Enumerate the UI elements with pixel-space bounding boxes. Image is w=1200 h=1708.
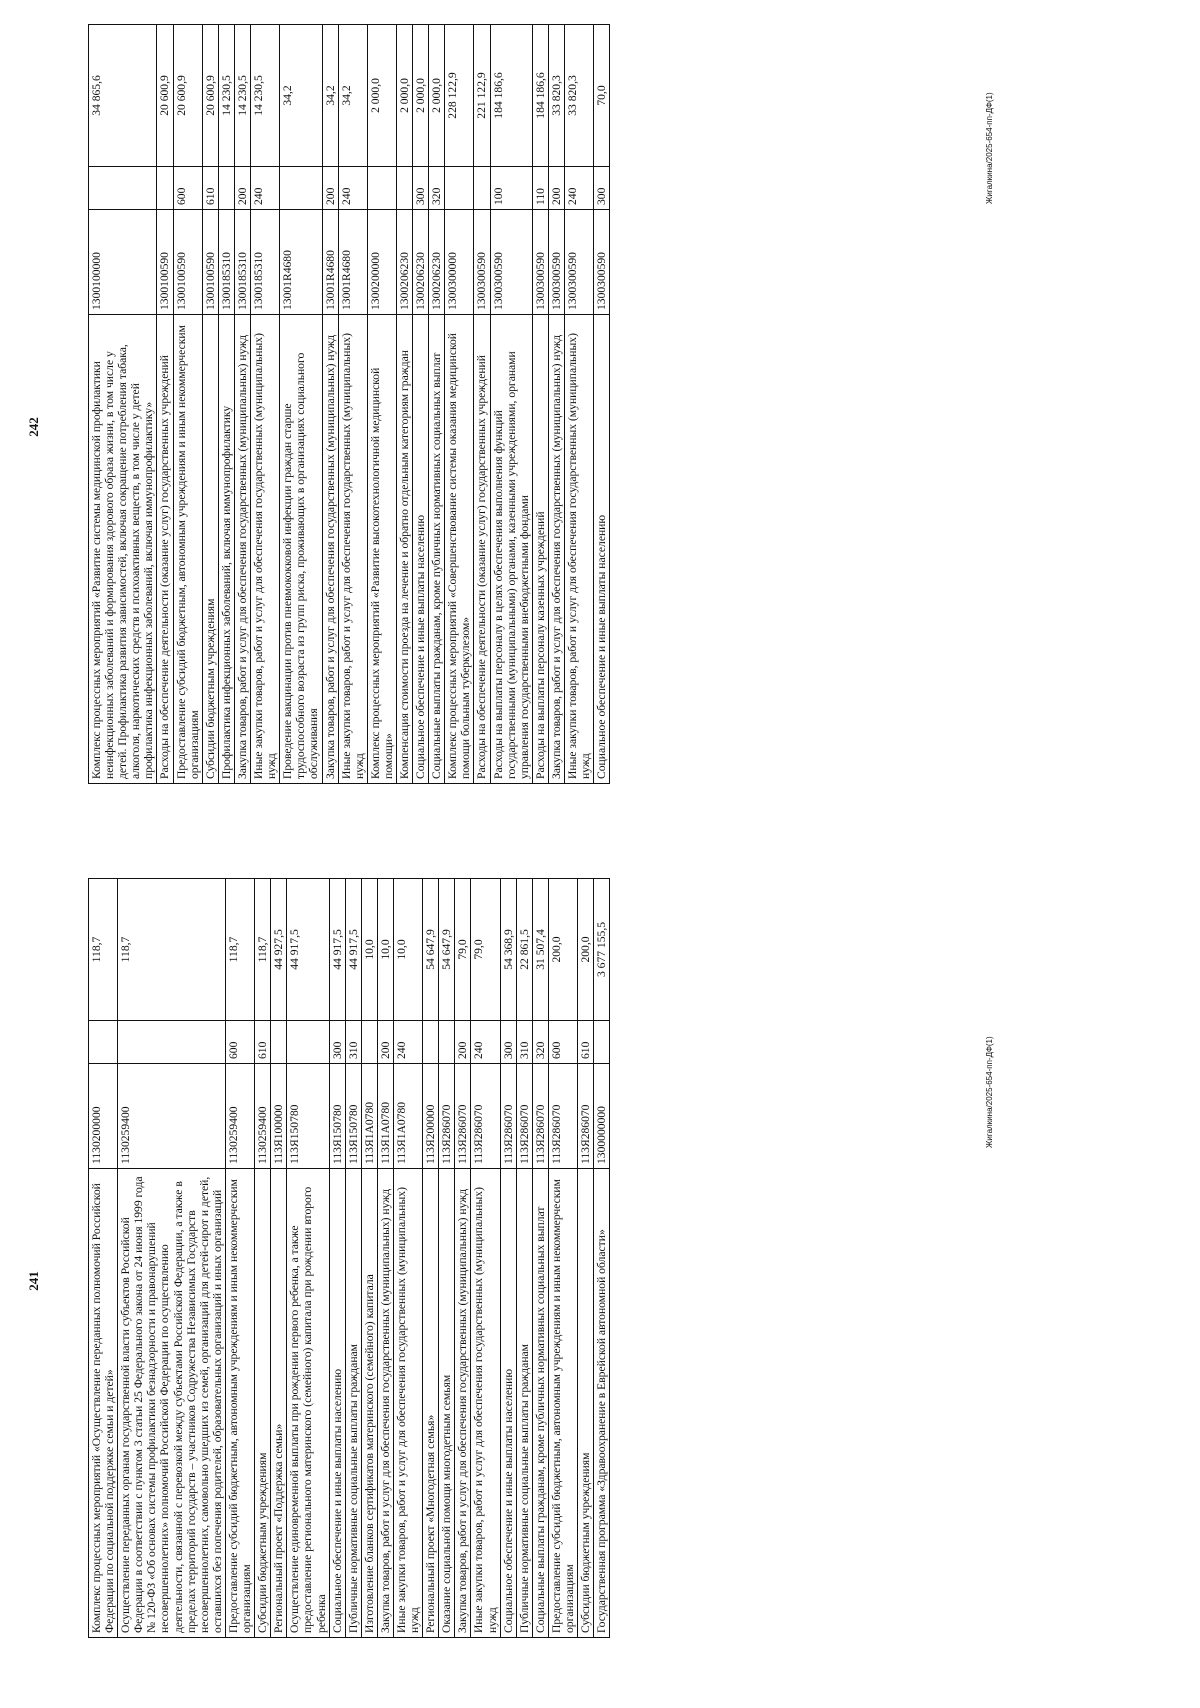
table-row	[565, 25, 594, 784]
target-code: 1300206230	[413, 210, 429, 315]
row-amount: 54 368,9	[500, 879, 516, 1021]
table-row	[89, 25, 157, 784]
table-row	[474, 25, 490, 784]
row-amount: 44 917,5	[287, 879, 329, 1021]
table-row	[445, 25, 474, 784]
target-code: 1300185310	[218, 210, 234, 315]
table-row	[548, 879, 577, 1638]
expense-type-code: 610	[578, 1021, 594, 1064]
row-description: Расходы на обеспечение деятельности (оказание услуг) государственных учреждений	[157, 315, 173, 784]
expense-type-code	[361, 1021, 377, 1064]
row-amount: 118,7	[118, 879, 226, 1021]
row-amount: 2 000,0	[429, 25, 445, 167]
target-code: 1300300590	[490, 210, 532, 315]
row-description: Субсидии бюджетным учреждениям	[578, 1169, 594, 1638]
expense-type-code: 320	[532, 1021, 548, 1064]
row-amount: 34,2	[338, 25, 367, 167]
row-description: Осуществление единовременной выплаты при рождении первого ребенка, а также предоставление регионального материнского (семейного) капитала при рождении второго ребенка	[287, 1169, 329, 1638]
target-code: 1300000000	[594, 1064, 610, 1169]
target-code: 1300200000	[367, 210, 396, 315]
row-amount: 10,0	[361, 879, 377, 1021]
expense-type-code	[271, 1021, 287, 1064]
row-description: Закупка товаров, работ и услуг для обеспечения государственных (муниципальных) нужд	[322, 315, 338, 784]
expense-type-code	[287, 1021, 329, 1064]
table-row	[396, 25, 412, 784]
budget-table-body	[89, 879, 610, 1638]
row-amount: 31 507,4	[532, 879, 548, 1021]
expense-type-code: 240	[565, 167, 594, 210]
budget-table-body	[89, 25, 610, 784]
row-description: Расходы на выплаты персоналу в целях обеспечения выполнения функций государственными (муниципальными) органами, казенными учреждениями, органами управления государственными внебюджетными фондами	[490, 315, 532, 784]
expense-type-code: 240	[251, 167, 280, 210]
expense-type-code: 600	[173, 167, 202, 210]
row-amount: 44 927,5	[271, 879, 287, 1021]
table-row	[429, 25, 445, 784]
table-row	[532, 25, 548, 784]
row-amount: 118,7	[255, 879, 271, 1021]
row-description: Проведение вакцинации против пневмококковой инфекции граждан старше трудоспособного возраста из групп риска, проживающих в организациях социального обслуживания	[280, 315, 322, 784]
target-code: 113Я286070	[455, 1064, 471, 1169]
expense-type-code: 310	[345, 1021, 361, 1064]
row-amount: 184 186,6	[490, 25, 532, 167]
target-code: 113Я286070	[500, 1064, 516, 1169]
row-description: Социальные выплаты гражданам, кроме публичных нормативных социальных выплат	[532, 1169, 548, 1638]
target-code: 1130259400	[225, 1064, 254, 1169]
expense-type-code	[423, 1021, 439, 1064]
row-amount: 33 820,3	[565, 25, 594, 167]
row-description: Субсидии бюджетным учреждениям	[202, 315, 218, 784]
target-code: 13001R4680	[280, 210, 322, 315]
row-amount: 44 917,5	[345, 879, 361, 1021]
table-row	[255, 879, 271, 1638]
table-row	[218, 25, 234, 784]
expense-type-code: 200	[548, 167, 564, 210]
table-row	[455, 879, 471, 1638]
page-number: 241	[26, 1271, 41, 1291]
expense-type-code: 300	[500, 1021, 516, 1064]
row-description: Комплекс процессных мероприятий «Развитие высокотехнологичной медицинской помощи»	[367, 315, 396, 784]
target-code: 1300300590	[565, 210, 594, 315]
budget-table	[88, 878, 610, 1638]
table-row	[439, 879, 455, 1638]
target-code: 1130259400	[255, 1064, 271, 1169]
target-code: 1130259400	[118, 1064, 226, 1169]
target-code: 113Я1А0780	[393, 1064, 422, 1169]
row-description: Оказание социальной помощи многодетным семьям	[439, 1169, 455, 1638]
expense-type-code: 240	[338, 167, 367, 210]
row-description: Профилактика инфекционных заболеваний, включая иммунопрофилактику	[218, 315, 234, 784]
row-description: Комплекс процессных мероприятий «Совершенствование системы оказания медицинской помощи больным туберкулезом»	[445, 315, 474, 784]
row-description: Иные закупки товаров, работ и услуг для обеспечения государственных (муниципальных) нужд	[251, 315, 280, 784]
row-amount: 118,7	[89, 879, 118, 1021]
row-description: Публичные нормативные социальные выплаты гражданам	[345, 1169, 361, 1638]
row-description: Осуществление переданных органам государственной власти субъектов Российской Федерации в соответствии с пунктом 3 статьи 25 Федерального закона от 24 июня 1999 года № 120-ФЗ «Об основах системы профилактики безнадзорности и правонарушений несовершеннолетних» полномочий Российской Федерации по осуществлению деятельности, связанной с перевозкой между субъектами Российской Федерации, а также в пределах территорий государств – участников Содружества Независимых Государств несовершеннолетних, самовольно ушедших из семей, организаций для детей-сирот и детей, оставшихся без попечения родителей, образовательных организаций и иных организаций	[118, 1169, 226, 1638]
target-code: 1300300000	[445, 210, 474, 315]
row-amount: 200,0	[578, 879, 594, 1021]
row-description: Социальные выплаты гражданам, кроме публичных нормативных социальных выплат	[429, 315, 445, 784]
expense-type-code: 300	[594, 167, 610, 210]
table-row	[393, 879, 422, 1638]
table-row	[578, 879, 594, 1638]
expense-type-code	[89, 1021, 118, 1064]
row-description: Иные закупки товаров, работ и услуг для обеспечения государственных (муниципальных) нужд	[393, 1169, 422, 1638]
table-row	[423, 879, 439, 1638]
target-code: 1300100590	[173, 210, 202, 315]
page-241	[0, 854, 1200, 1708]
row-amount: 2 000,0	[413, 25, 429, 167]
row-amount: 79,0	[455, 879, 471, 1021]
target-code: 1300300590	[594, 210, 610, 315]
table-row	[338, 25, 367, 784]
row-description: Компенсация стоимости проезда на лечение и обратно отдельным категориям граждан	[396, 315, 412, 784]
row-amount: 14 230,5	[234, 25, 250, 167]
table-row	[173, 25, 202, 784]
row-description: Расходы на выплаты персоналу казенных учреждений	[532, 315, 548, 784]
target-code: 1300206230	[396, 210, 412, 315]
page-number: 242	[26, 417, 41, 437]
expense-type-code: 610	[202, 167, 218, 210]
row-amount: 34,2	[280, 25, 322, 167]
expense-type-code	[594, 1021, 610, 1064]
target-code: 113Я286070	[439, 1064, 455, 1169]
table-row	[367, 25, 396, 784]
table-row	[329, 879, 345, 1638]
target-code: 1300206230	[429, 210, 445, 315]
expense-type-code	[445, 167, 474, 210]
expense-type-code: 310	[516, 1021, 532, 1064]
expense-type-code: 300	[329, 1021, 345, 1064]
target-code: 113Я286070	[532, 1064, 548, 1169]
row-amount: 20 600,9	[157, 25, 173, 167]
table-row	[225, 879, 254, 1638]
row-description: Социальное обеспечение и иные выплаты населению	[594, 315, 610, 784]
target-code: 113Я150780	[345, 1064, 361, 1169]
row-amount: 2 000,0	[367, 25, 396, 167]
row-amount: 33 820,3	[548, 25, 564, 167]
row-description: Региональный проект «Многодетная семья»	[423, 1169, 439, 1638]
row-description: Комплекс процессных мероприятий «Осуществление переданных полномочий Российской Федерации по социальной поддержке семьи и детей»	[89, 1169, 118, 1638]
table-row	[322, 25, 338, 784]
row-amount: 3 677 155,5	[594, 879, 610, 1021]
expense-type-code	[118, 1021, 226, 1064]
row-amount: 200,0	[548, 879, 577, 1021]
expense-type-code: 300	[413, 167, 429, 210]
target-code: 113Я286070	[471, 1064, 500, 1169]
table-row	[271, 879, 287, 1638]
expense-type-code	[280, 167, 322, 210]
target-code: 113Я200000	[423, 1064, 439, 1169]
row-amount: 221 122,9	[474, 25, 490, 167]
expense-type-code: 200	[377, 1021, 393, 1064]
row-description: Предоставление субсидий бюджетным, автономным учреждениям и иным некоммерческим организациям	[173, 315, 202, 784]
expense-type-code: 320	[429, 167, 445, 210]
target-code: 1300185310	[251, 210, 280, 315]
row-description: Субсидии бюджетным учреждениям	[255, 1169, 271, 1638]
target-code: 113Я286070	[516, 1064, 532, 1169]
row-description: Расходы на обеспечение деятельности (оказание услуг) государственных учреждений	[474, 315, 490, 784]
row-description: Закупка товаров, работ и услуг для обеспечения государственных (муниципальных) нужд	[234, 315, 250, 784]
target-code: 113Я1А0780	[361, 1064, 377, 1169]
row-amount: 14 230,5	[251, 25, 280, 167]
row-amount: 34 865,6	[89, 25, 157, 167]
row-amount: 184 186,6	[532, 25, 548, 167]
expense-type-code: 200	[322, 167, 338, 210]
row-amount: 54 647,9	[423, 879, 439, 1021]
target-code: 113Я150780	[287, 1064, 329, 1169]
row-amount: 70,0	[594, 25, 610, 167]
expense-type-code: 200	[234, 167, 250, 210]
expense-type-code: 110	[532, 167, 548, 210]
target-code: 113Я286070	[548, 1064, 577, 1169]
target-code: 1300100000	[89, 210, 157, 315]
table-row	[594, 879, 610, 1638]
row-description: Предоставление субсидий бюджетным, автономным учреждениям и иным некоммерческим организациям	[225, 1169, 254, 1638]
table-row	[157, 25, 173, 784]
row-description: Комплекс процессных мероприятий «Развитие системы медицинской профилактики неинфекционных заболеваний и формирования здорового образа жизни, в том числе у детей. Профилактика развития зависимостей, включая сокращение потребления табака, алкоголя, наркотических средств и психоактивных веществ, в том числе у детей профилактика инфекционных заболеваний, включая иммунопрофилактику»	[89, 315, 157, 784]
target-code: 113Я100000	[271, 1064, 287, 1169]
table-row	[471, 879, 500, 1638]
target-code: 113Я286070	[578, 1064, 594, 1169]
row-amount: 20 600,9	[202, 25, 218, 167]
table-row	[532, 879, 548, 1638]
row-amount: 2 000,0	[396, 25, 412, 167]
table-row	[413, 25, 429, 784]
row-amount: 10,0	[393, 879, 422, 1021]
target-code: 1300300590	[474, 210, 490, 315]
row-description: Закупка товаров, работ и услуг для обеспечения государственных (муниципальных) нужд	[548, 315, 564, 784]
expense-type-code	[439, 1021, 455, 1064]
row-amount: 228 122,9	[445, 25, 474, 167]
table-row	[202, 25, 218, 784]
expense-type-code	[157, 167, 173, 210]
target-code: 113Я150780	[329, 1064, 345, 1169]
expense-type-code	[474, 167, 490, 210]
target-code: 13001R4680	[338, 210, 367, 315]
row-description: Региональный проект «Поддержка семьи»	[271, 1169, 287, 1638]
row-amount: 79,0	[471, 879, 500, 1021]
target-code: 1300100590	[157, 210, 173, 315]
document-footer: Жигалкина/2025-654-пп-ДФ(1)	[985, 92, 994, 204]
row-amount: 10,0	[377, 879, 393, 1021]
row-description: Государственная программа «Здравоохранение в Еврейской автономной области»	[594, 1169, 610, 1638]
row-amount: 20 600,9	[173, 25, 202, 167]
row-description: Иные закупки товаров, работ и услуг для обеспечения государственных (муниципальных) нужд	[565, 315, 594, 784]
target-code: 1300300590	[532, 210, 548, 315]
expense-type-code	[89, 167, 157, 210]
row-description: Публичные нормативные социальные выплаты гражданам	[516, 1169, 532, 1638]
table-row	[89, 879, 118, 1638]
row-amount: 44 917,5	[329, 879, 345, 1021]
table-row	[234, 25, 250, 784]
table-row	[251, 25, 280, 784]
table-row	[280, 25, 322, 784]
row-description: Социальное обеспечение и иные выплаты населению	[500, 1169, 516, 1638]
expense-type-code: 600	[548, 1021, 577, 1064]
table-row	[361, 879, 377, 1638]
table-row	[118, 879, 226, 1638]
document-footer: Жигалкина/2025-654-пп-ДФ(1)	[985, 1036, 994, 1148]
table-row	[548, 25, 564, 784]
table-row	[377, 879, 393, 1638]
row-amount: 14 230,5	[218, 25, 234, 167]
table-row	[490, 25, 532, 784]
row-description: Социальное обеспечение и иные выплаты населению	[329, 1169, 345, 1638]
expense-type-code: 600	[225, 1021, 254, 1064]
row-description: Иные закупки товаров, работ и услуг для обеспечения государственных (муниципальных) нужд	[471, 1169, 500, 1638]
row-amount: 54 647,9	[439, 879, 455, 1021]
expense-type-code	[367, 167, 396, 210]
table-row	[345, 879, 361, 1638]
row-description: Изготовление бланков сертификатов материнского (семейного) капитала	[361, 1169, 377, 1638]
row-amount: 118,7	[225, 879, 254, 1021]
row-description: Закупка товаров, работ и услуг для обеспечения государственных (муниципальных) нужд	[455, 1169, 471, 1638]
target-code: 1300100590	[202, 210, 218, 315]
row-amount: 34,2	[322, 25, 338, 167]
target-code: 1130200000	[89, 1064, 118, 1169]
target-code: 113Я1А0780	[377, 1064, 393, 1169]
expense-type-code: 200	[455, 1021, 471, 1064]
row-description: Социальное обеспечение и иные выплаты населению	[413, 315, 429, 784]
table-row	[287, 879, 329, 1638]
expense-type-code: 100	[490, 167, 532, 210]
expense-type-code	[396, 167, 412, 210]
target-code: 1300300590	[548, 210, 564, 315]
row-amount: 22 861,5	[516, 879, 532, 1021]
row-description: Предоставление субсидий бюджетным, автономным учреждениям и иным некоммерческим организациям	[548, 1169, 577, 1638]
expense-type-code: 240	[393, 1021, 422, 1064]
budget-table	[88, 24, 610, 784]
table-row	[594, 25, 610, 784]
table-row	[516, 879, 532, 1638]
row-description: Закупка товаров, работ и услуг для обеспечения государственных (муниципальных) нужд	[377, 1169, 393, 1638]
expense-type-code: 240	[471, 1021, 500, 1064]
target-code: 1300185310	[234, 210, 250, 315]
row-description: Иные закупки товаров, работ и услуг для обеспечения государственных (муниципальных) нужд	[338, 315, 367, 784]
target-code: 13001R4680	[322, 210, 338, 315]
expense-type-code: 610	[255, 1021, 271, 1064]
expense-type-code	[218, 167, 234, 210]
table-row	[500, 879, 516, 1638]
